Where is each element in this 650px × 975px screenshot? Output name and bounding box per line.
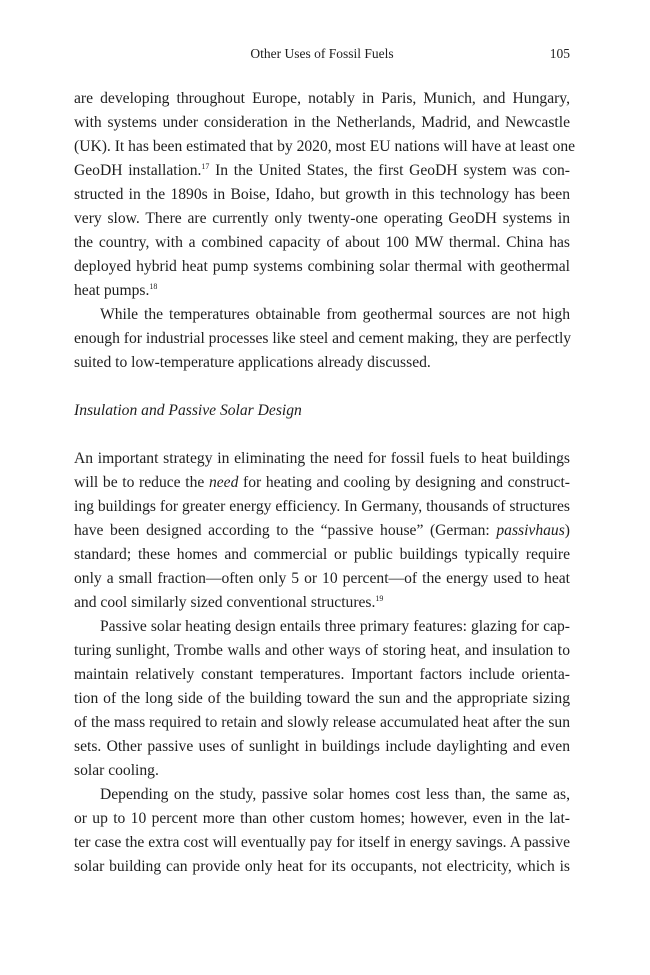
p4-line-7: solar cooling. [74, 762, 159, 779]
p3-line-4-text-b: ) [564, 522, 570, 539]
footnote-ref-18: 18 [149, 282, 158, 291]
p4-line-3: maintain relatively constant temperatures. Important factors include orienta- [74, 666, 570, 683]
p1-line-6: very slow. There are currently only twenty-one operating GeoDH systems in [74, 210, 570, 227]
p5-line-2: or up to 10 percent more than other custom homes; however, even in the lat- [74, 810, 570, 827]
p3-line-3: ing buildings for greater energy efficiency. In Germany, thousands of structures [74, 498, 570, 515]
p5-line-3: ter case the extra cost will eventually pay for itself in energy savings. A passive [74, 834, 570, 851]
p1-line-9-text: heat pumps. [74, 282, 150, 299]
p3-line-2-text-b: for heating and cooling by designing and construct- [238, 474, 570, 491]
footnote-ref-19: 19 [375, 594, 384, 603]
p3-line-6: only a small fraction—often only 5 or 10 percent—of the energy used to heat [74, 570, 570, 587]
p2-line-3: suited to low-temperature applications already discussed. [74, 354, 431, 371]
p4-line-5: of the mass required to retain and slowly release accumulated heat after the sun [74, 714, 570, 731]
p1-line-7: the country, with a combined capacity of about 100 MW thermal. China has [74, 234, 570, 251]
page-number: 105 [549, 46, 570, 61]
p3-line-5: standard; these homes and commercial or public buildings typically require [74, 546, 570, 563]
p3-line-7-text: and cool similarly sized conventional structures. [74, 594, 376, 611]
p1-line-2: with systems under consideration in the Netherlands, Madrid, and Newcastle [74, 114, 570, 131]
p1-line-4 [74, 159, 570, 183]
p3-line-4 [74, 519, 570, 543]
p1-line-9 [74, 279, 570, 303]
p5-line-1: Depending on the study, passive solar homes cost less than, the same as, [100, 786, 570, 803]
p3-line-7 [74, 591, 570, 615]
footnote-ref-17: 17 [201, 162, 210, 171]
p1-line-4-text-b: In the United States, the first GeoDH system was con- [209, 162, 570, 179]
p3-line-1: An important strategy in eliminating the need for fossil fuels to heat buildings [74, 450, 570, 467]
p3-line-4-emphasis: passivhaus [496, 522, 565, 539]
p4-line-1: Passive solar heating design entails three primary features: glazing for cap- [100, 618, 570, 635]
p1-line-5: structed in the 1890s in Boise, Idaho, but growth in this technology has been [74, 186, 570, 203]
p1-line-1: are developing throughout Europe, notably in Paris, Munich, and Hungary, [74, 90, 570, 107]
p2-line-1: While the temperatures obtainable from geothermal sources are not high [100, 306, 570, 323]
running-title: Other Uses of Fossil Fuels [250, 46, 394, 61]
p4-line-6: sets. Other passive uses of sunlight in buildings include daylighting and even [74, 738, 570, 755]
p3-line-4-text-a: have been designed according to the “passive house” (German: [74, 522, 497, 539]
p2-line-2: enough for industrial processes like steel and cement making, they are perfectly [74, 330, 572, 347]
p3-line-2-emphasis: need [208, 474, 239, 491]
section-heading: Insulation and Passive Solar Design [74, 402, 302, 419]
p5-line-4: solar building can provide only heat for its occupants, not electricity, which is [74, 858, 570, 875]
p3-line-2 [74, 471, 570, 495]
p4-line-4: tion of the long side of the building toward the sun and the appropriate sizing [74, 690, 570, 707]
page-header [74, 46, 570, 66]
p4-line-2: turing sunlight, Trombe walls and other ways of storing heat, and insulation to [74, 642, 570, 659]
p1-line-8: deployed hybrid heat pump systems combining solar thermal with geothermal [74, 258, 570, 275]
p1-line-3: (UK). It has been estimated that by 2020, most EU nations will have at least one [74, 138, 576, 155]
p3-line-2-text-a: will be to reduce the [74, 474, 209, 491]
p1-line-4-text-a: GeoDH installation. [74, 162, 202, 179]
